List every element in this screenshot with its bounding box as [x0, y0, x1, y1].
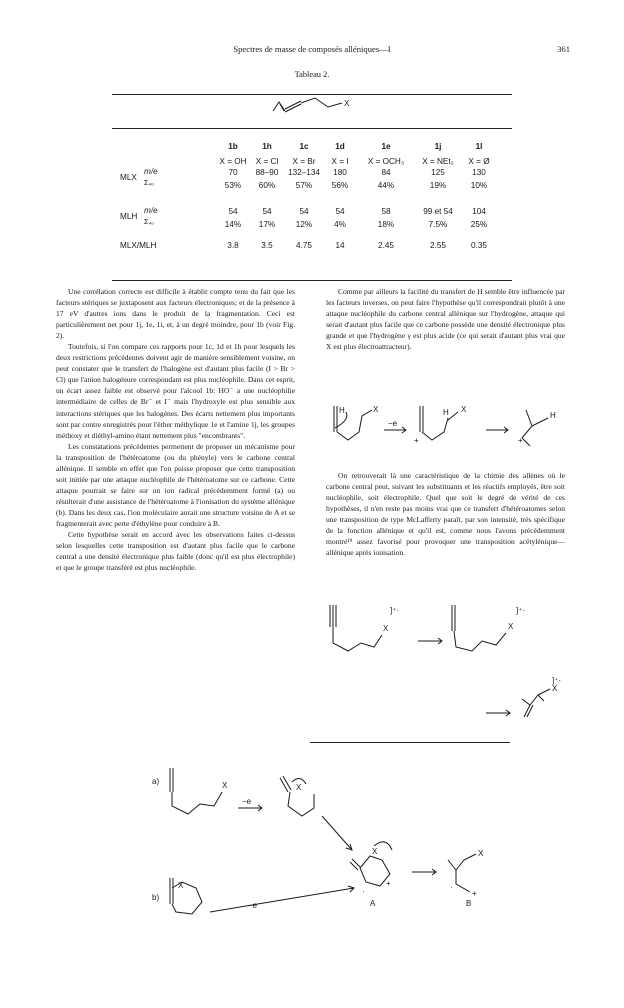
plus-label: +	[386, 879, 391, 888]
mlh-sigma-cell: 4%	[334, 220, 346, 229]
minus-e-label: −e	[388, 419, 398, 428]
paragraph: Cette hypothèse serait en accord avec les observations faites ci-dessus selon lesquelles cette transposition est d'autant plus facile que le carbone central a une densité électronique plus faible (donc qu'il est plus électrophile) et que le groupe transféré est plus nucléophile.	[56, 530, 295, 573]
compound-b-label: B	[466, 899, 472, 908]
table-top-rule	[112, 94, 512, 95]
mlh-sigma-cell: 12%	[295, 220, 313, 229]
mlh-sigma-cell: 14%	[224, 220, 242, 229]
h-transfer-scheme	[326, 398, 566, 460]
ratio-cell: 0.35	[471, 241, 487, 250]
mlx-sigma-cell: 44%	[377, 181, 395, 190]
section-rule	[310, 742, 510, 743]
col-header: 1l	[475, 142, 483, 151]
mlh-me-cell: 54	[228, 207, 238, 216]
substituent-cell: X = I	[331, 157, 349, 166]
paragraph: Comme par ailleurs la facilité du transfert de H semble être influencée par les facteurs inverses, on peut faire l'hypothèse qu'il correspondrait plutôt à une attaque nucléophile du carbone central allénique sur l'hydrogène, attaque qui serait d'autant plus facile que ce carbone possède une densité électronique plus grande et que l'hydrogène γ est plus acide (ce qui serait d'autant plus vrai que X est plus électroattracteur).	[326, 287, 565, 352]
page-number: 361	[557, 44, 570, 54]
ratio-cell: 2.45	[378, 241, 394, 250]
running-header	[0, 44, 624, 58]
substituent-cell: X = Br	[292, 157, 316, 166]
mlx-sigma-cell: 56%	[331, 181, 349, 190]
col-header: 1b	[228, 142, 238, 151]
paragraph: Une corrélation correcte est difficile à établir compte tenu du fait que les facteurs stériques se juxtaposent aux facteurs électroniques; et de la présence à 17 eV d'autres ions dans le produit de la fragmentation. Ceci est particulièrement net pour 1j, 1e, 1i, et, à un degré moindre, pour 1b (voir Fig. 2).	[56, 287, 295, 341]
route-b-label: b)	[152, 893, 160, 902]
x-label: X	[478, 849, 484, 858]
substituent-cell: X = Cl	[255, 157, 279, 166]
mlx-sigma-cell: 19%	[429, 181, 447, 190]
h-label: H	[443, 408, 449, 417]
table-bottom-rule	[112, 280, 512, 281]
plus-label: +	[414, 436, 419, 445]
ratio-cell: 4.75	[296, 241, 312, 250]
mlh-sigma-cell: 18%	[377, 220, 395, 229]
mlx-sigma-cell: 10%	[470, 181, 488, 190]
paragraph: Les constatations précédentes permettent de proposer un mécanisme pour la transposition de l'hétéroatome (ou du phényle) vers le carbone central allénique. Il semble en effet que l'on puisse proposer que cette transposition soit initiée par une attaque nucléophile de l'hétéroatome sur ce carbone. Cette attaque pourrait se faire sur un ion radical précédemment formé (a) ou résulterait d'une assistance de l'hétéroatome à l'ionisation du système allénique (b). Dans les deux cas, l'ion moléculaire aurait une structure voisine de A et se fragmenterait avec perte d'éthylène pour conduire à B.	[56, 441, 295, 528]
col-header: 1d	[335, 142, 345, 151]
radical-cation-label: ]⁺·	[516, 606, 526, 615]
ratio-cell: 3.8	[227, 241, 239, 250]
mlh-me-cell: 104	[472, 207, 486, 216]
h-label: H	[339, 406, 345, 415]
table-mid-rule	[112, 128, 512, 129]
ratio-cell: 14	[335, 241, 345, 250]
col-header: 1c	[299, 142, 309, 151]
substituent-cell: X = OCH₃	[367, 157, 405, 166]
mlh-me-cell: 99 et 54	[423, 207, 453, 216]
x-label: X	[461, 405, 467, 414]
minus-e-label: −e	[248, 901, 258, 910]
h-label: H	[550, 411, 556, 420]
col-header: 1h	[262, 142, 272, 151]
table-x-label: X	[344, 99, 350, 108]
col-header: 1e	[381, 142, 391, 151]
mlh-sigma-cell: 7.5%	[428, 220, 448, 229]
me-label: m/e	[144, 167, 158, 176]
radical-cation-label: ]⁺·	[552, 676, 562, 685]
me-label: m/e	[144, 206, 158, 215]
plus-label: +	[472, 889, 477, 898]
dot-label: ·	[362, 887, 365, 896]
mlx-me-cell: 180	[333, 168, 347, 177]
ratio-cell: 3.5	[261, 241, 273, 250]
dot-label: ·	[450, 883, 453, 892]
mlh-me-cell: 54	[335, 207, 345, 216]
substituent-cell: X = OH	[219, 157, 247, 166]
substituent-cell: X = NEt₂	[422, 157, 454, 166]
x-label: X	[178, 881, 184, 890]
mlh-row-label: MLH	[120, 212, 138, 221]
x-label: X	[552, 684, 558, 693]
radical-cation-label: ]⁺·	[390, 606, 400, 615]
paragraph: Toutefois, si l'on compare ces rapports pour 1c, 1d et 1h pour lesquels les deux restrictions précédentes doivent agir de manière sensiblement voisine, on peut constater que le transfert de l'halogène est d'autant plus facile (I > Br > Cl) que l'anion halogénure correspondant est plus nucléophile. Dans cet esprit, un écart assez faible est observé pour l'alcool 1b: HO⁻ a une nucléophilie intermédiaire de celles de Br⁻ et I⁻ mais l'hydroxyle est plus sensible aux interactions stériques que les halogènes. Des écarts nettement plus importants sont par contre enregistrés pour l'éther méthylique 1e et l'amine 1j, les groupes méthoxy et diéthyl-amino étant nettement plus "encombrants".	[56, 342, 295, 440]
substituent-cell: X = Ø	[468, 157, 490, 166]
mlh-sigma-cell: 25%	[470, 220, 488, 229]
ratio-row-label: MLX/MLH	[120, 241, 157, 250]
mlx-row-label: MLX	[120, 173, 137, 182]
right-column-bottom	[326, 470, 565, 558]
mlx-sigma-cell: 60%	[258, 181, 276, 190]
mlx-sigma-cell: 53%	[224, 181, 242, 190]
mlx-me-cell: 132–134	[288, 168, 320, 177]
table-caption: Tableau 2.	[294, 70, 330, 79]
mlh-me-cell: 58	[381, 207, 391, 216]
mlh-sigma-cell: 17%	[258, 220, 276, 229]
plus-label: +	[518, 436, 523, 445]
paragraph: On retrouverait là une caractéristique de la chimie des allènes où le carbone central peut, suivant les substituants et les réactifs employés, être soit nucléophile, soit électrophile. Quel que soit le degré de vérité de ces hypothèses, il n'en reste pas moins vrai que ce transfert d'hétéroatomes selon une transposition de type McLafferty paraît, par son intensité, très spécifique de la fonction allénique et qu'il est, comme nous l'avons précédemment montré¹⁹ assez favorisé pour provoquer une transposition acétylénique—allénique après ionisation.	[326, 471, 565, 558]
x-label: X	[296, 783, 302, 792]
mlh-me-cell: 54	[262, 207, 272, 216]
route-a-label: a)	[152, 777, 160, 786]
left-column	[56, 286, 295, 573]
x-label: X	[222, 781, 228, 790]
sigma-label: Σ₄₀	[144, 180, 155, 187]
mlx-sigma-cell: 57%	[295, 181, 313, 190]
col-header: 1j	[434, 142, 442, 151]
table-structure-formula	[270, 85, 390, 125]
journal-title: Spectres de masse de composés alléniques—I	[233, 44, 391, 54]
mlx-me-cell: 84	[381, 168, 391, 177]
mlx-me-cell: 130	[472, 168, 486, 177]
mechanism-scheme	[130, 760, 510, 940]
x-label: X	[373, 405, 379, 414]
right-column-top	[326, 286, 565, 352]
mlh-me-cell: 54	[299, 207, 309, 216]
ratio-cell: 2.55	[430, 241, 446, 250]
mlx-me-cell: 70	[228, 168, 238, 177]
acetylenic-allenic-scheme	[326, 595, 566, 740]
x-label: X	[383, 624, 389, 633]
compound-a-label: A	[370, 899, 376, 908]
x-label: X	[372, 847, 378, 856]
sigma-label: Σ₄₀	[144, 219, 155, 226]
mlx-me-cell: 125	[431, 168, 445, 177]
mlx-me-cell: 88–90	[255, 168, 279, 177]
x-label: X	[508, 622, 514, 631]
minus-e-label: −e	[242, 797, 252, 806]
